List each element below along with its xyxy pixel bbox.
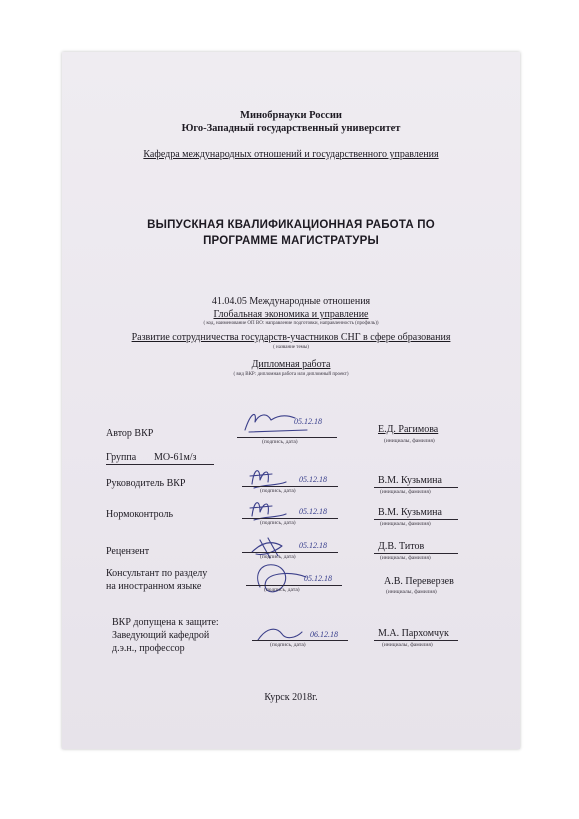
supervisor-label: Руководитель ВКР [106,478,186,489]
author-label: Автор ВКР [106,428,154,439]
supervisor-name-caption: (инициалы, фамилия) [380,489,431,495]
program-profile: Глобальная экономика и управление [213,309,369,320]
normcontrol-signature-line [242,518,338,519]
supervisor-name-line [374,487,458,488]
reviewer-date: 05.12.18 [299,541,327,550]
admission-signature-line [252,640,348,641]
admission-signature-caption: (подпись, дата) [270,642,306,648]
reviewer-signature-line [242,552,338,553]
reviewer-name: Д.В. Титов [378,541,425,552]
work-title-line1: ВЫПУСКНАЯ КВАЛИФИКАЦИОННАЯ РАБОТА ПО [147,219,435,231]
admission-date: 06.12.18 [310,630,338,639]
city-year: Курск 2018г. [264,692,318,703]
work-type: Дипломная работа [251,359,331,370]
author-signature-line [237,437,337,438]
admission-label-line1: ВКР допущена к защите: [112,617,219,628]
program-profile-caption: ( код, наименование ОП ВО: направление подготовки, направленность (профиль)) [203,321,379,326]
normcontrol-name: В.М. Кузьмина [378,507,442,518]
consultant-date: 05.12.18 [304,574,332,583]
work-type-caption: ( вид ВКР: дипломная работа или дипломный проект) [233,372,349,377]
normcontrol-name-line [374,519,458,520]
normcontrol-name-caption: (инициалы, фамилия) [380,521,431,527]
consultant-label-line1: Консультант по разделу [106,568,208,579]
supervisor-date: 05.12.18 [299,475,327,484]
supervisor-signature-line [242,486,338,487]
ministry-name: Минобрнауки России [240,110,342,121]
consultant-name-caption: (инициалы, фамилия) [386,589,437,595]
group-label: Группа [106,452,137,463]
author-name: Е.Д. Рагимова [378,424,439,435]
consultant-signature-line [246,585,342,586]
author-date: 05.12.18 [294,417,322,426]
author-signature-caption: (подпись, дата) [262,439,298,445]
consultant-signature-caption: (подпись, дата) [264,587,300,593]
supervisor-name: В.М. Кузьмина [378,475,442,486]
document-page [62,52,520,749]
reviewer-label: Рецензент [106,546,150,557]
supervisor-signature-caption: (подпись, дата) [260,488,296,494]
group-value: МО-61м/з [154,452,197,463]
work-topic: Развитие сотрудничества государств-участников СНГ в сфере образования [131,332,451,343]
normcontrol-label: Нормоконтроль [106,509,174,520]
author-name-caption: (инициалы, фамилия) [384,438,435,444]
work-topic-caption: ( название темы) [273,345,309,350]
university-name: Юго-Западный государственный университет [181,123,401,134]
normcontrol-signature-caption: (подпись, дата) [260,520,296,526]
group-underline [106,464,214,465]
department-name: Кафедра международных отношений и государственного управления [143,149,439,160]
admission-label-line2: Заведующий кафедрой [112,630,210,641]
admission-label-line3: д.э.н., профессор [112,643,185,654]
consultant-label-line2: на иностранном языке [106,581,202,592]
admission-name-line [374,640,458,641]
reviewer-signature-caption: (подпись, дата) [260,554,296,560]
admission-name-caption: (инициалы, фамилия) [382,642,433,648]
normcontrol-date: 05.12.18 [299,507,327,516]
admission-name: М.А. Пархомчук [378,628,449,639]
consultant-name: А.В. Переверзев [384,576,454,587]
reviewer-name-line [374,553,458,554]
work-title-line2: ПРОГРАММЕ МАГИСТРАТУРЫ [203,235,379,247]
reviewer-name-caption: (инициалы, фамилия) [380,555,431,561]
program-code-direction: 41.04.05 Международные отношения [211,296,371,307]
